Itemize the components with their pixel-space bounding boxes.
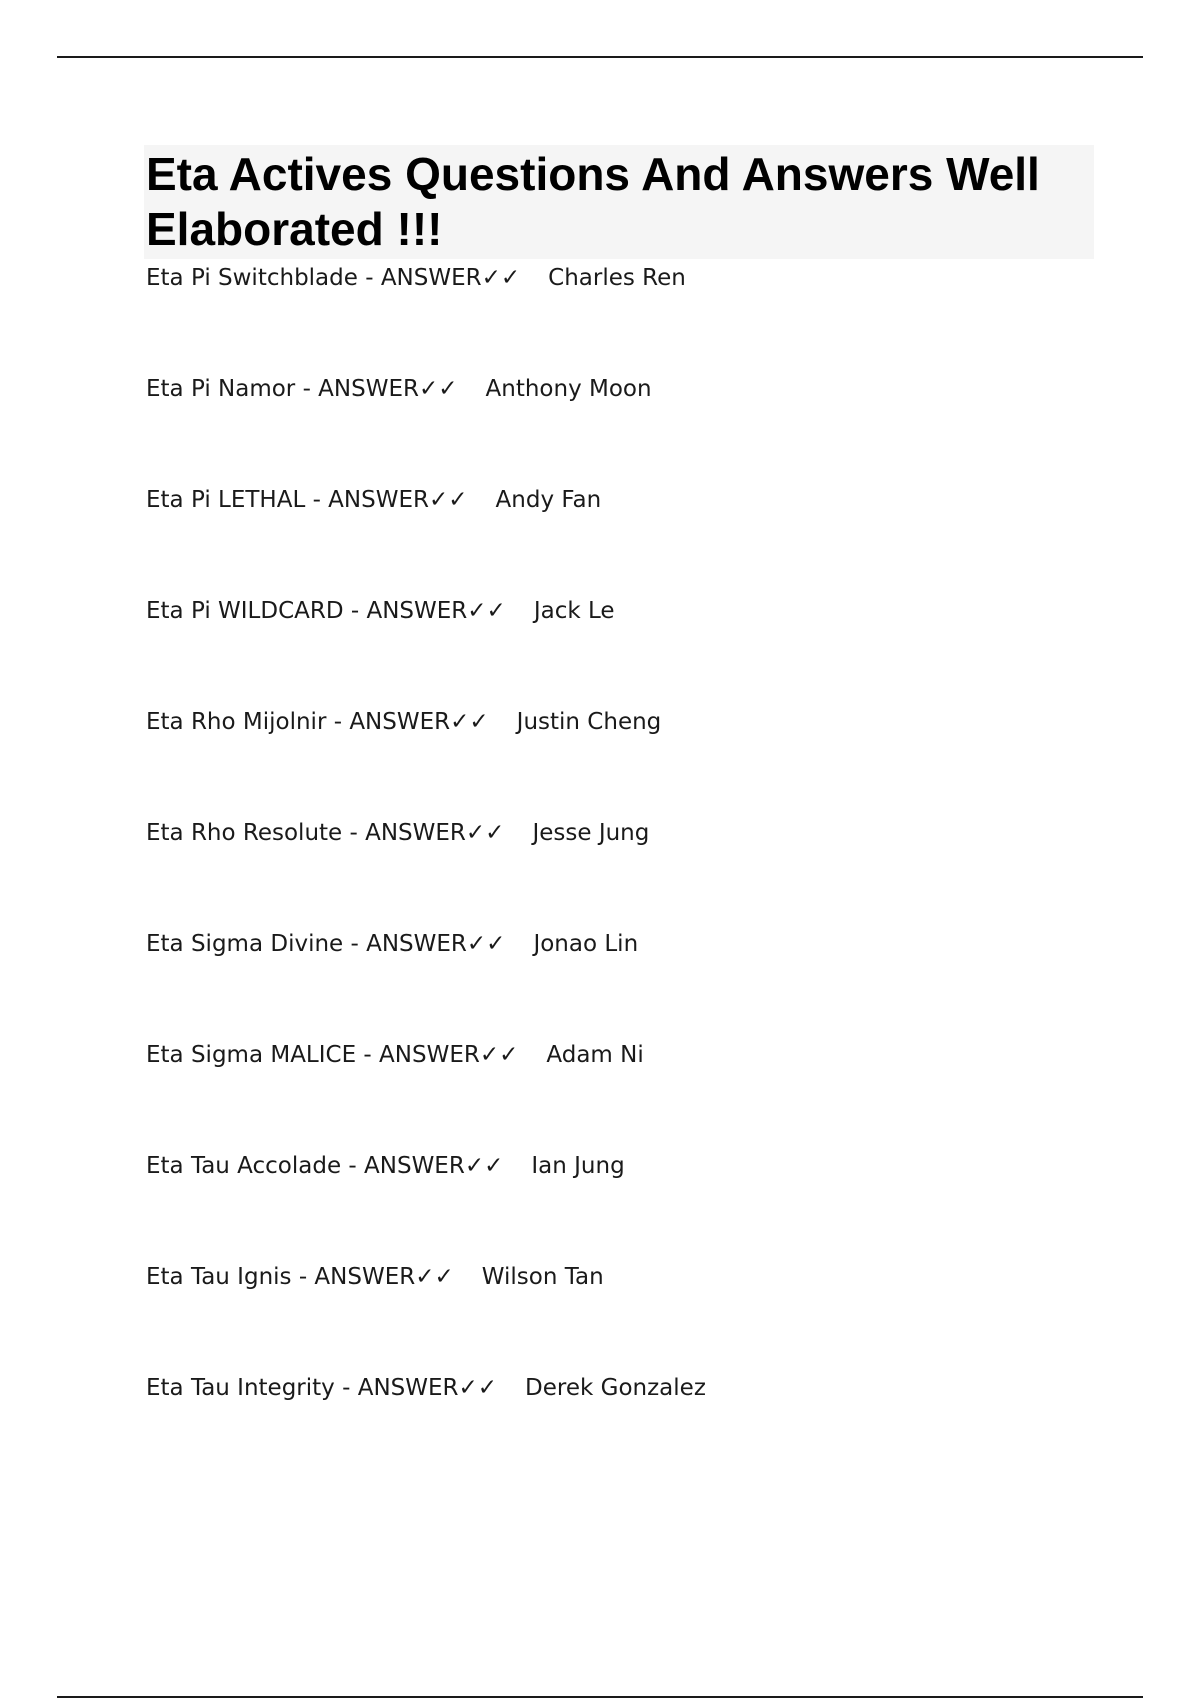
qa-item xyxy=(146,373,1106,484)
qa-question: Eta Tau Accolade - ANSWER✓✓ xyxy=(146,1153,504,1179)
qa-question: Eta Rho Resolute - ANSWER✓✓ xyxy=(146,820,505,846)
qa-question: Eta Pi WILDCARD - ANSWER✓✓ xyxy=(146,598,506,624)
qa-answer: Derek Gonzalez xyxy=(525,1375,706,1401)
qa-list xyxy=(146,262,1106,1483)
qa-answer: Anthony Moon xyxy=(485,376,652,402)
footer-divider xyxy=(57,1696,1143,1698)
qa-item xyxy=(146,262,1106,373)
qa-answer: Charles Ren xyxy=(548,265,686,291)
qa-answer: Jonao Lin xyxy=(533,931,639,957)
qa-question: Eta Sigma MALICE - ANSWER✓✓ xyxy=(146,1042,519,1068)
qa-question: Eta Tau Ignis - ANSWER✓✓ xyxy=(146,1264,454,1290)
qa-answer: Ian Jung xyxy=(531,1153,625,1179)
qa-answer: Jesse Jung xyxy=(532,820,650,846)
qa-item xyxy=(146,1150,1106,1261)
header-divider xyxy=(57,56,1143,58)
qa-question: Eta Pi Switchblade - ANSWER✓✓ xyxy=(146,265,521,291)
qa-item xyxy=(146,928,1106,1039)
qa-answer: Wilson Tan xyxy=(481,1264,604,1290)
qa-answer: Jack Le xyxy=(533,598,615,624)
qa-answer: Adam Ni xyxy=(546,1042,644,1068)
qa-item xyxy=(146,1039,1106,1150)
qa-question: Eta Pi Namor - ANSWER✓✓ xyxy=(146,376,458,402)
qa-item xyxy=(146,484,1106,595)
qa-question: Eta Pi LETHAL - ANSWER✓✓ xyxy=(146,487,468,513)
qa-item xyxy=(146,1261,1106,1372)
qa-item xyxy=(146,1372,1106,1483)
qa-item xyxy=(146,595,1106,706)
qa-item xyxy=(146,817,1106,928)
qa-question: Eta Rho Mijolnir - ANSWER✓✓ xyxy=(146,709,489,735)
qa-answer: Andy Fan xyxy=(495,487,602,513)
qa-item xyxy=(146,706,1106,817)
qa-answer: Justin Cheng xyxy=(516,709,662,735)
qa-question: Eta Tau Integrity - ANSWER✓✓ xyxy=(146,1375,498,1401)
qa-question: Eta Sigma Divine - ANSWER✓✓ xyxy=(146,931,506,957)
document-title: Eta Actives Questions And Answers Well Elaborated !!! xyxy=(144,145,1094,259)
